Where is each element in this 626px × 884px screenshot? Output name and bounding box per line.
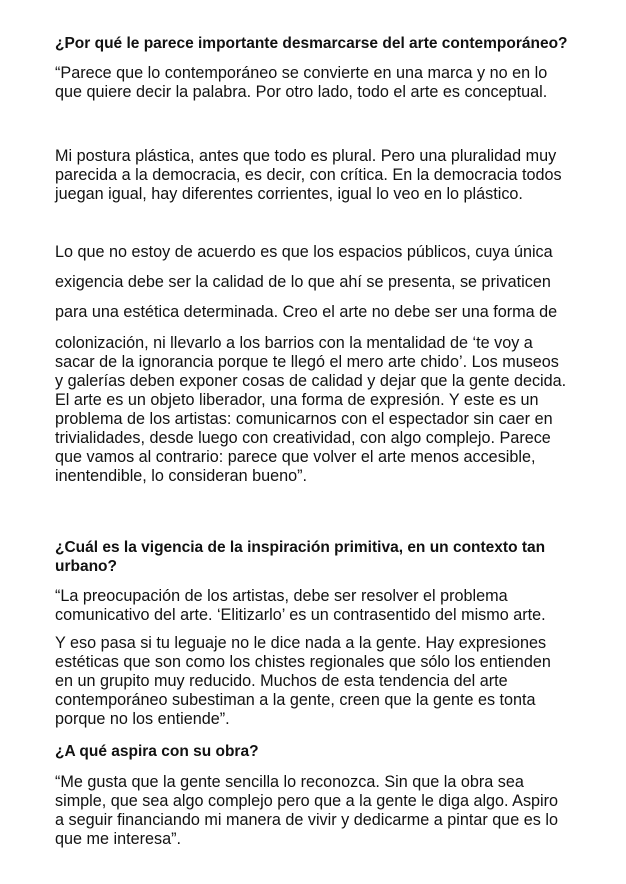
text-line: Lo que no estoy de acuerdo es que los espacios públicos, cuya única	[55, 243, 553, 261]
text-line: comunicativo del arte. ‘Elitizarlo’ es un contrasentido del mismo arte.	[55, 606, 546, 624]
answer-paragraph	[55, 587, 585, 625]
answer-paragraph	[55, 64, 585, 102]
text-line: parecida a la democracia, es decir, con crítica. En la democracia todos	[55, 166, 562, 184]
text-line: colonización, ni llevarlo a los barrios con la mentalidad de ‘te voy a	[55, 334, 533, 352]
text-line: y galerías deben exponer cosas de calidad y dejar que la gente decida.	[55, 372, 567, 390]
answer-paragraph	[55, 634, 585, 729]
text-line: que vamos al contrario: parece que volver el arte menos accesible,	[55, 448, 536, 466]
text-line: porque no los entiende”.	[55, 710, 230, 728]
text-line: ¿Cuál es la vigencia de la inspiración primitiva, en un contexto tan	[55, 539, 546, 556]
text-line: estéticas que son como los chistes regionales que sólo los entienden	[55, 653, 551, 671]
question-heading: ¿Por qué le parece importante desmarcarse del arte contemporáneo?	[55, 35, 568, 52]
answer-paragraph	[55, 334, 585, 486]
question-heading: ¿A qué aspira con su obra?	[55, 743, 259, 760]
answer-paragraph-spaced	[55, 243, 585, 333]
text-line: para una estética determinada. Creo el arte no debe ser una forma de	[55, 303, 558, 321]
text-line: a seguir financiando mi manera de vivir y dedicarme a pintar que es lo	[55, 811, 558, 829]
text-line: Y eso pasa si tu leguaje no le dice nada a la gente. Hay expresiones	[55, 634, 547, 652]
answer-paragraph	[55, 773, 585, 849]
text-line: exigencia debe ser la calidad de lo que ahí se presenta, se privaticen	[55, 273, 551, 291]
answer-paragraph	[55, 147, 585, 204]
question-heading	[55, 538, 545, 576]
text-line: trivialidades, desde luego con creatividad, con algo complejo. Parece	[55, 429, 551, 447]
text-line: que me interesa”.	[55, 830, 181, 848]
text-line: “La preocupación de los artistas, debe ser resolver el problema	[55, 587, 508, 605]
text-line: problema de los artistas: comunicarnos con el espectador sin caer en	[55, 410, 553, 428]
text-line: sacar de la ignorancia porque te llegó el mero arte chido’. Los museos	[55, 353, 559, 371]
text-line: “Me gusta que la gente sencilla lo reconozca. Sin que la obra sea	[55, 773, 524, 791]
text-line: Mi postura plástica, antes que todo es plural. Pero una pluralidad muy	[55, 147, 557, 165]
text-line: contemporáneo subestiman a la gente, creen que la gente es tonta	[55, 691, 536, 709]
text-line: en un grupito muy reducido. Muchos de esta tendencia del arte	[55, 672, 508, 690]
text-line: simple, que sea algo complejo pero que a la gente le diga algo. Aspiro	[55, 792, 559, 810]
text-line: inentendible, lo consideran bueno”.	[55, 467, 307, 485]
text-line: juegan igual, hay diferentes corrientes, igual lo veo en lo plástico.	[55, 185, 523, 203]
text-line: “Parece que lo contemporáneo se convierte en una marca y no en lo	[55, 64, 548, 82]
text-line: El arte es un objeto liberador, una forma de expresión. Y este es un	[55, 391, 539, 409]
text-line: urbano?	[55, 558, 117, 575]
text-line: que quiere decir la palabra. Por otro lado, todo el arte es conceptual.	[55, 83, 548, 101]
